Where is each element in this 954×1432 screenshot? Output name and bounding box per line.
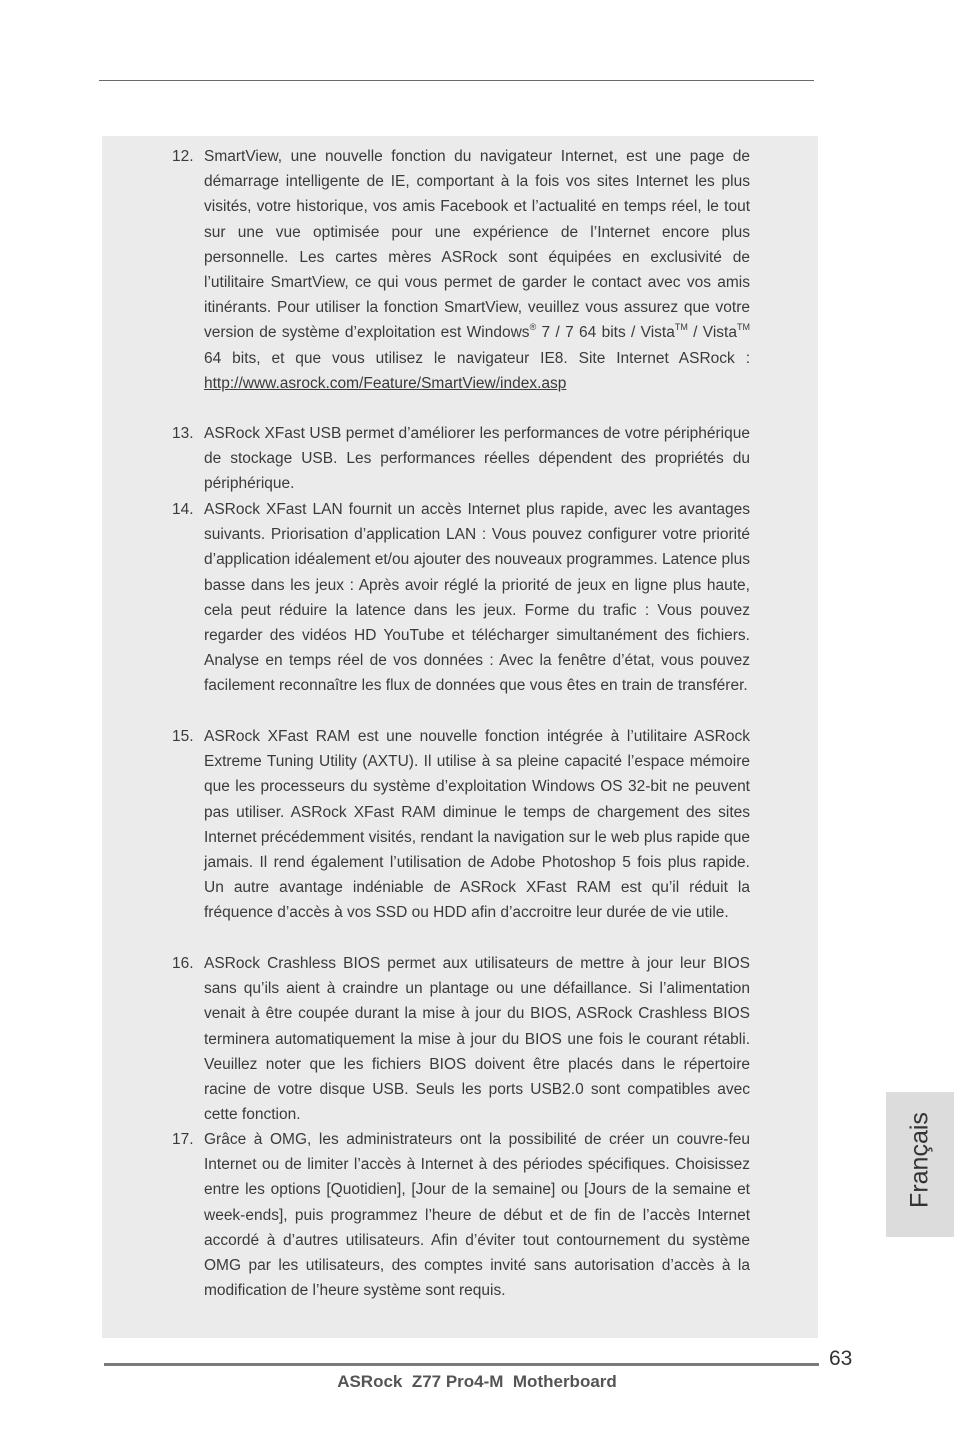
text-run: ASRock XFast USB permet d’améliorer les performances de votre périphérique de stockage USB. Les performances réelles dépendent des propriétés du périphérique. <box>204 425 750 493</box>
text-run: ASRock Crashless BIOS permet aux utilisateurs de mettre à jour leur BIOS sans qu’ils aient à craindre un plantage ou une défaillance. Si l’alimentation venait à être coupée durant la mise à jour du BIOS, ASRock Crashless BIOS terminera automatiquement la mise à jour du BIOS une fois le courant rétabli. Veuillez noter que les fichiers BIOS doivent être placés dans le répertoire racine de votre disque USB. Seuls les ports USB2.0 sont compatibles avec cette fonction. <box>204 955 750 1124</box>
page-number: 63 <box>829 1347 853 1370</box>
text-run: SmartView, une nouvelle fonction du navigateur Internet, est une page de démarrage intelligente de IE, comportant à la fois vos sites Internet les plus visités, votre historique, vos amis Facebook et l’actualité en temps réel, le tout sur une vue optimisée pour une expérience de l’Internet encore plus personnelle. Les cartes mères ASRock sont équipées en exclusivité de l’utilitaire SmartView, ce qui vous permet de garder le contact avec vos amis itinérants. Pour utiliser la fonction SmartView, veuillez vous assurez que votre version de système d’exploitation est Windows <box>204 148 750 342</box>
item-number: 17. <box>172 1131 194 1148</box>
superscript-mark: ® <box>529 322 537 333</box>
item-number: 13. <box>172 425 194 442</box>
text-run: 64 bits, et que vous utilisez le navigateur IE8. Site Internet ASRock : <box>204 349 750 367</box>
text-run: ASRock XFast LAN fournit un accès Internet plus rapide, avec les avantages suivants. Priorisation d’application LAN : Vous pouvez configurer votre priorité d’application idéalement et/ou ajouter des nouveaux programmes. Latence plus basse dans les jeux : Après avoir réglé la priorité de jeux en ligne plus haute, cela peut réduire la latence dans les jeux. Forme du trafic : Vous pouvez regarder des vidéos HD YouTube et télécharger simultanément des fichiers. Analyse en temps réel de vos données : Avec la fenêtre d’état, vous pouvez facilement reconnaître les flux de données que vous êtes en train de transférer. <box>204 501 750 695</box>
text-run: 7 / 7 64 bits / Vista <box>536 324 675 342</box>
item-number: 14. <box>172 501 194 518</box>
top-rule <box>99 80 814 81</box>
item-text <box>204 724 750 926</box>
text-run: / Vista <box>687 324 737 342</box>
bottom-rule <box>104 1363 819 1366</box>
item-text <box>204 421 750 497</box>
item-text <box>204 497 750 699</box>
item-text <box>204 951 750 1127</box>
item-text <box>204 1127 750 1303</box>
text-run: Grâce à OMG, les administrateurs ont la possibilité de créer un couvre-feu Internet ou de limiter l’accès à Internet à des périodes spécifiques. Choisissez entre les options [Quotidien], [Jour de la semaine] ou [Jours de la semaine et week-ends], puis programmez l’heure de début et de fin de l’accès Internet accordé à d’autres utilisateurs. Afin d’éviter tout contournement du système OMG par les utilisateurs, des comptes invité sans autorisation d’accès à la modification de l’heure système sont requis. <box>204 1131 750 1300</box>
text-run: ASRock XFast RAM est une nouvelle fonction intégrée à l’utilitaire ASRock Extreme Tuning Utility (AXTU). Il utilise à sa pleine capacité l’espace mémoire que les processeurs du système d’exploitation Windows OS 32-bit ne peuvent pas utiliser. ASRock XFast RAM diminue le temps de chargement des sites Internet précédemment visités, rendant la navigation sur le web plus rapide que jamais. Il rend également l’utilisation de Adobe Photoshop 5 fois plus rapide. Un autre avantage indéniable de ASRock XFast RAM est qu’il réduit la fréquence d’accès à vos SSD ou HDD afin d’accroitre leur durée de vie utile. <box>204 728 750 922</box>
superscript-mark: TM <box>674 322 688 333</box>
superscript-mark: TM <box>737 322 750 333</box>
item-number: 16. <box>172 955 194 972</box>
item-text <box>204 144 750 396</box>
footer-title: ASRock Z77 Pro4-M Motherboard <box>337 1372 617 1391</box>
smartview-link[interactable]: http://www.asrock.com/Feature/SmartView/index.asp <box>204 374 567 392</box>
language-tab-label: Français <box>905 1112 934 1208</box>
item-number: 12. <box>172 148 194 165</box>
item-number: 15. <box>172 728 194 745</box>
